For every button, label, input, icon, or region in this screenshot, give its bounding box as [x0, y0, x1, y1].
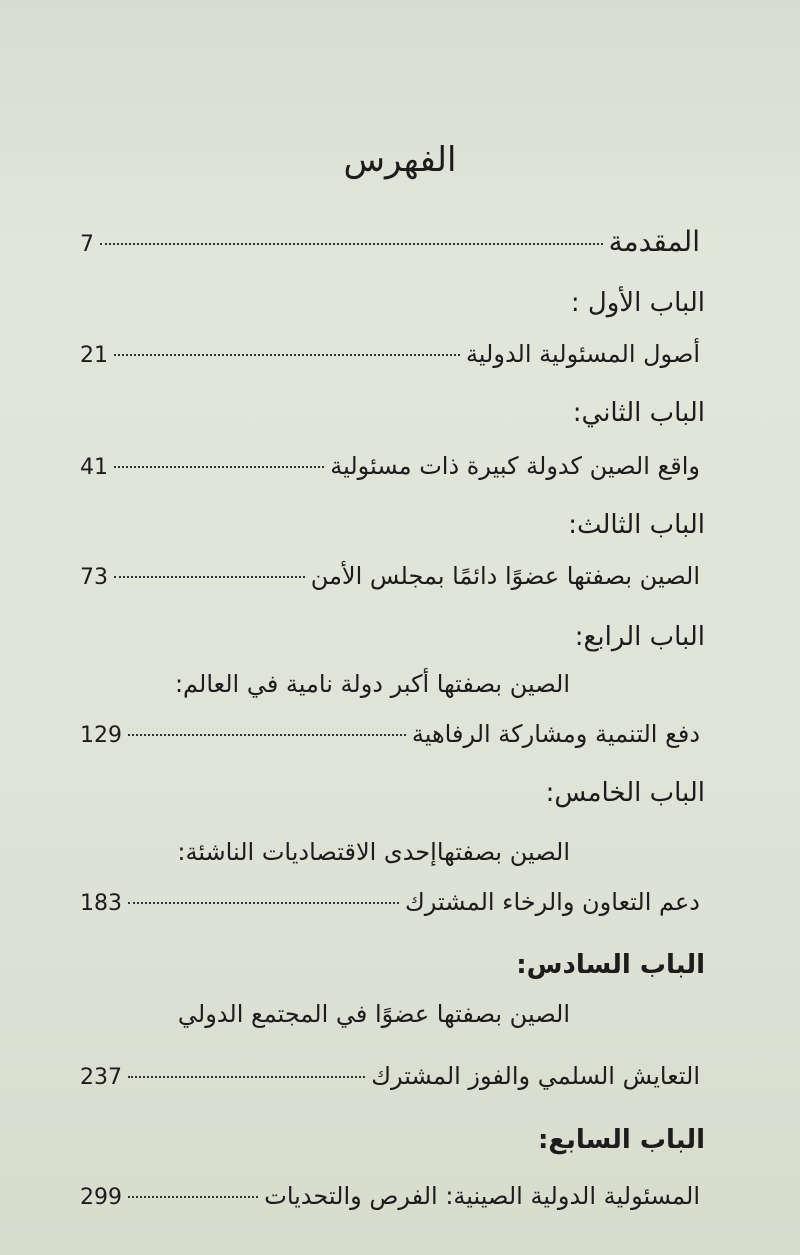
toc-entry-label: أصول المسئولية الدولية [465, 340, 700, 368]
toc-entry-page: 129 [80, 723, 122, 748]
toc-entry-page: 7 [80, 232, 94, 257]
toc-entry-label: دفع التنمية ومشاركة الرفاهية [411, 720, 700, 748]
dot-leader [114, 576, 305, 578]
dot-leader [100, 243, 603, 245]
toc-entry-1[interactable] [80, 340, 700, 380]
chapter-subtitle-6: الصين بصفتها عضوًا في المجتمع الدولي [177, 1000, 570, 1028]
toc-entry-2[interactable] [80, 452, 700, 492]
chapter-subtitle-4: الصين بصفتها أكبر دولة نامية في العالم: [174, 670, 570, 698]
toc-entry-7[interactable] [80, 1182, 700, 1222]
chapter-heading-2: الباب الثاني: [572, 398, 705, 428]
chapter-heading-1: الباب الأول : [570, 288, 705, 318]
toc-entry-label: المسئولية الدولية الصينية: الفرص والتحديات [264, 1182, 700, 1210]
dot-leader [128, 902, 399, 904]
toc-entry-page: 73 [80, 565, 108, 590]
toc-entry-6[interactable] [80, 1062, 700, 1102]
chapter-heading-5: الباب الخامس: [545, 778, 705, 808]
chapter-heading-3: الباب الثالث: [568, 510, 705, 540]
dot-leader [128, 1076, 365, 1078]
chapter-heading-4: الباب الرابع: [574, 622, 705, 652]
toc-entry-page: 183 [80, 891, 122, 916]
toc-entry-3[interactable] [80, 562, 700, 602]
dot-leader [114, 354, 460, 356]
toc-entry-label: واقع الصين كدولة كبيرة ذات مسئولية [330, 452, 700, 480]
dot-leader [114, 466, 324, 468]
toc-entry-label: المقدمة [608, 225, 700, 258]
toc-entry-page: 299 [80, 1185, 122, 1210]
toc-entry-page: 21 [80, 343, 108, 368]
toc-entry-page: 237 [80, 1065, 122, 1090]
toc-entry-page: 41 [80, 455, 108, 480]
toc-entry-label: التعايش السلمي والفوز المشترك [371, 1062, 700, 1090]
toc-entry-4[interactable] [80, 720, 700, 760]
dot-leader [128, 734, 406, 736]
dot-leader [128, 1196, 258, 1198]
toc-entry-label: الصين بصفتها عضوًا دائمًا بمجلس الأمن [310, 562, 700, 590]
toc-entry-label: دعم التعاون والرخاء المشترك [405, 888, 700, 916]
page-title: الفهرس [343, 140, 457, 180]
toc-entry-5[interactable] [80, 888, 700, 928]
chapter-heading-6: الباب السادس: [516, 950, 705, 980]
chapter-subtitle-5: الصين بصفتهاإحدى الاقتصاديات الناشئة: [177, 838, 570, 866]
toc-entry-intro[interactable] [80, 225, 700, 265]
chapter-heading-7: الباب السابع: [537, 1125, 705, 1155]
